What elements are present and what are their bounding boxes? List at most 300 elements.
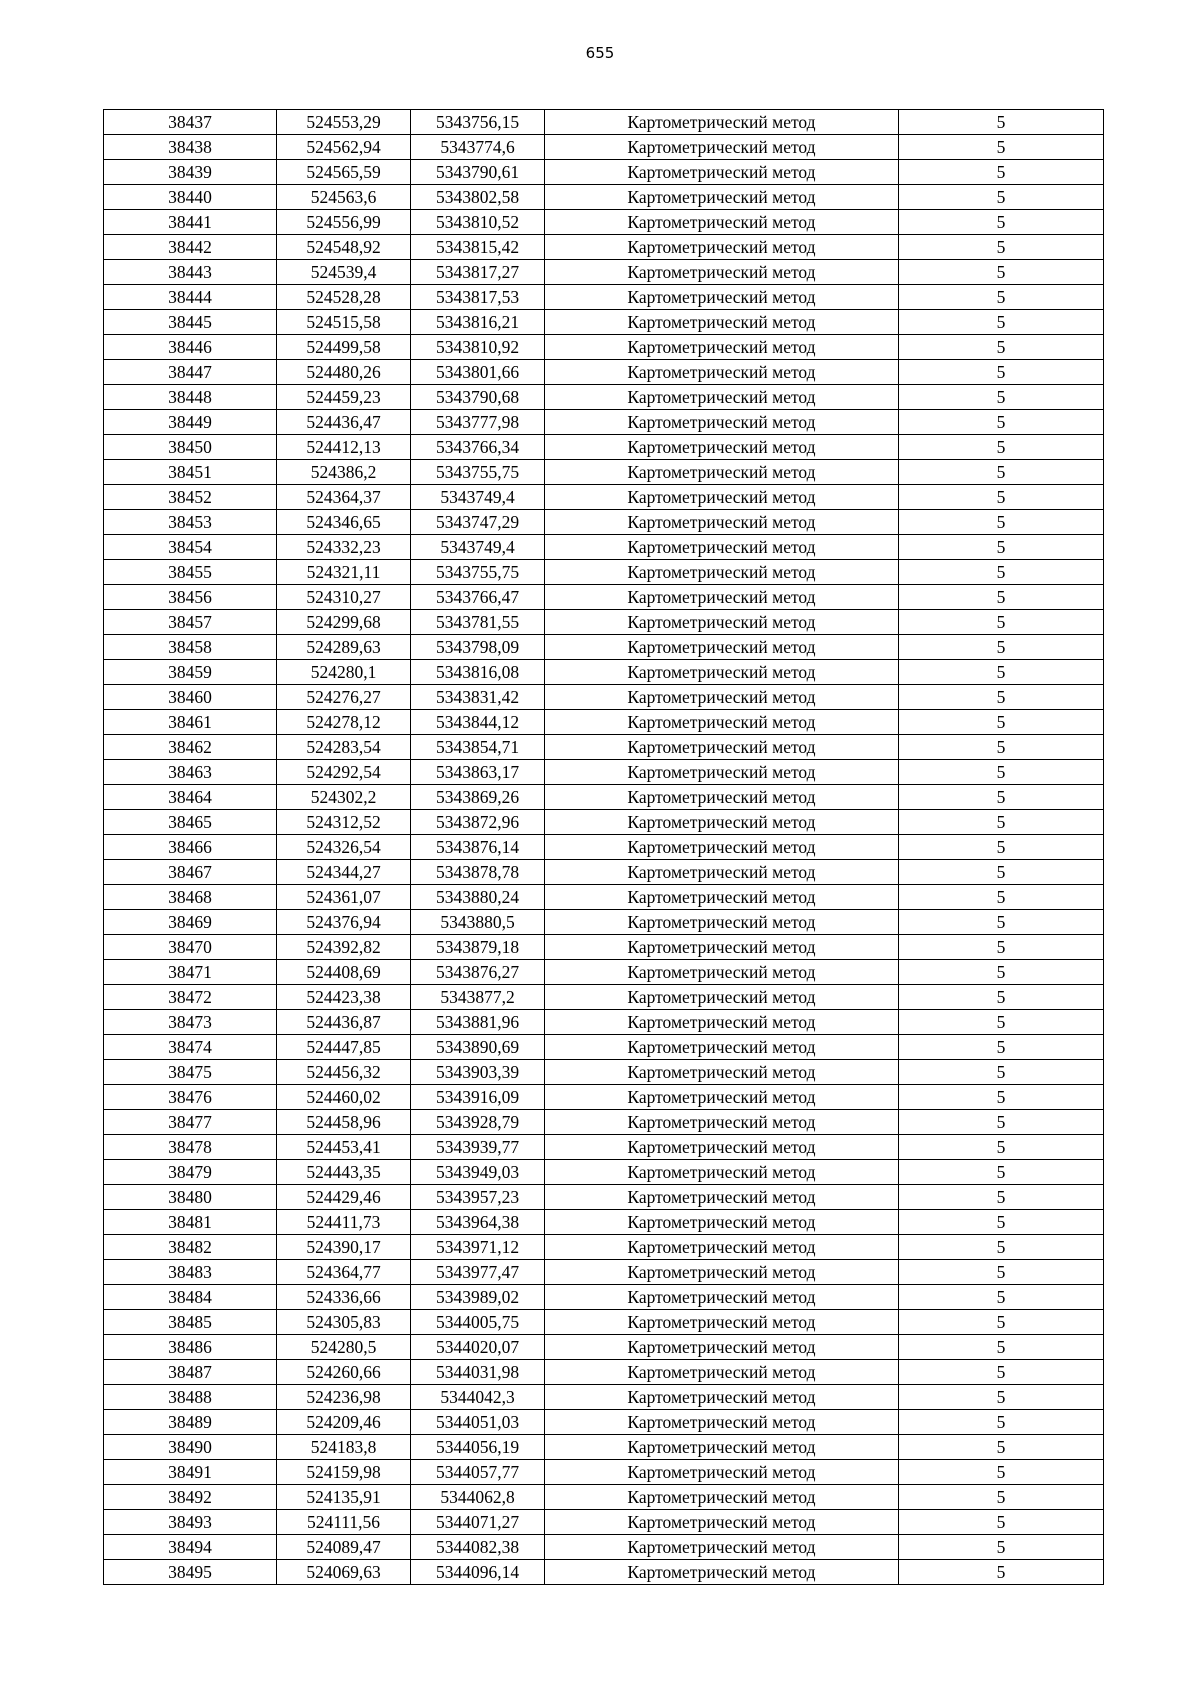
point-number-cell: 38447 <box>104 360 277 385</box>
accuracy-cell: 5 <box>899 585 1104 610</box>
y-coordinate-cell: 5343890,69 <box>411 1035 545 1060</box>
table-row <box>104 1335 1104 1360</box>
accuracy-cell: 5 <box>899 860 1104 885</box>
accuracy-cell: 5 <box>899 1235 1104 1260</box>
accuracy-cell: 5 <box>899 510 1104 535</box>
method-cell: Картометрический метод <box>545 660 899 685</box>
table-row <box>104 410 1104 435</box>
y-coordinate-cell: 5344051,03 <box>411 1410 545 1435</box>
method-cell: Картометрический метод <box>545 835 899 860</box>
accuracy-cell: 5 <box>899 760 1104 785</box>
table-row <box>104 1260 1104 1285</box>
y-coordinate-cell: 5344096,14 <box>411 1560 545 1585</box>
method-cell: Картометрический метод <box>545 1260 899 1285</box>
y-coordinate-cell: 5343802,58 <box>411 185 545 210</box>
y-coordinate-cell: 5343749,4 <box>411 485 545 510</box>
accuracy-cell: 5 <box>899 635 1104 660</box>
y-coordinate-cell: 5343777,98 <box>411 410 545 435</box>
method-cell: Картометрический метод <box>545 1385 899 1410</box>
table-row <box>104 1460 1104 1485</box>
method-cell: Картометрический метод <box>545 1135 899 1160</box>
x-coordinate-cell: 524292,54 <box>277 760 411 785</box>
y-coordinate-cell: 5343798,09 <box>411 635 545 660</box>
y-coordinate-cell: 5343971,12 <box>411 1235 545 1260</box>
table-row <box>104 660 1104 685</box>
x-coordinate-cell: 524299,68 <box>277 610 411 635</box>
method-cell: Картометрический метод <box>545 335 899 360</box>
x-coordinate-cell: 524276,27 <box>277 685 411 710</box>
point-number-cell: 38463 <box>104 760 277 785</box>
table-row <box>104 460 1104 485</box>
table-row <box>104 1135 1104 1160</box>
method-cell: Картометрический метод <box>545 1110 899 1135</box>
point-number-cell: 38449 <box>104 410 277 435</box>
accuracy-cell: 5 <box>899 1210 1104 1235</box>
accuracy-cell: 5 <box>899 485 1104 510</box>
y-coordinate-cell: 5344062,8 <box>411 1485 545 1510</box>
point-number-cell: 38483 <box>104 1260 277 1285</box>
point-number-cell: 38446 <box>104 335 277 360</box>
point-number-cell: 38441 <box>104 210 277 235</box>
accuracy-cell: 5 <box>899 910 1104 935</box>
y-coordinate-cell: 5343928,79 <box>411 1110 545 1135</box>
x-coordinate-cell: 524539,4 <box>277 260 411 285</box>
accuracy-cell: 5 <box>899 185 1104 210</box>
table-row <box>104 1360 1104 1385</box>
x-coordinate-cell: 524390,17 <box>277 1235 411 1260</box>
point-number-cell: 38443 <box>104 260 277 285</box>
y-coordinate-cell: 5344020,07 <box>411 1335 545 1360</box>
method-cell: Картометрический метод <box>545 1310 899 1335</box>
table-row <box>104 210 1104 235</box>
method-cell: Картометрический метод <box>545 1460 899 1485</box>
accuracy-cell: 5 <box>899 785 1104 810</box>
x-coordinate-cell: 524321,11 <box>277 560 411 585</box>
point-number-cell: 38489 <box>104 1410 277 1435</box>
table-row <box>104 235 1104 260</box>
method-cell: Картометрический метод <box>545 1535 899 1560</box>
method-cell: Картометрический метод <box>545 1360 899 1385</box>
method-cell: Картометрический метод <box>545 585 899 610</box>
table-row <box>104 435 1104 460</box>
page-number: 655 <box>585 44 615 62</box>
point-number-cell: 38439 <box>104 160 277 185</box>
point-number-cell: 38467 <box>104 860 277 885</box>
x-coordinate-cell: 524159,98 <box>277 1460 411 1485</box>
accuracy-cell: 5 <box>899 1435 1104 1460</box>
point-number-cell: 38450 <box>104 435 277 460</box>
y-coordinate-cell: 5343815,42 <box>411 235 545 260</box>
y-coordinate-cell: 5343880,5 <box>411 910 545 935</box>
table-row <box>104 560 1104 585</box>
accuracy-cell: 5 <box>899 260 1104 285</box>
method-cell: Картометрический метод <box>545 135 899 160</box>
method-cell: Картометрический метод <box>545 1410 899 1435</box>
table-row <box>104 960 1104 985</box>
accuracy-cell: 5 <box>899 1285 1104 1310</box>
point-number-cell: 38475 <box>104 1060 277 1085</box>
table-row <box>104 535 1104 560</box>
x-coordinate-cell: 524364,77 <box>277 1260 411 1285</box>
x-coordinate-cell: 524346,65 <box>277 510 411 535</box>
x-coordinate-cell: 524528,28 <box>277 285 411 310</box>
table-row <box>104 760 1104 785</box>
table-row <box>104 135 1104 160</box>
point-number-cell: 38445 <box>104 310 277 335</box>
method-cell: Картометрический метод <box>545 1210 899 1235</box>
x-coordinate-cell: 524302,2 <box>277 785 411 810</box>
x-coordinate-cell: 524260,66 <box>277 1360 411 1385</box>
point-number-cell: 38469 <box>104 910 277 935</box>
y-coordinate-cell: 5343881,96 <box>411 1010 545 1035</box>
x-coordinate-cell: 524443,35 <box>277 1160 411 1185</box>
table-row <box>104 260 1104 285</box>
y-coordinate-cell: 5343766,34 <box>411 435 545 460</box>
point-number-cell: 38491 <box>104 1460 277 1485</box>
accuracy-cell: 5 <box>899 385 1104 410</box>
table-row <box>104 785 1104 810</box>
method-cell: Картометрический метод <box>545 910 899 935</box>
point-number-cell: 38480 <box>104 1185 277 1210</box>
x-coordinate-cell: 524289,63 <box>277 635 411 660</box>
point-number-cell: 38474 <box>104 1035 277 1060</box>
x-coordinate-cell: 524361,07 <box>277 885 411 910</box>
accuracy-cell: 5 <box>899 1135 1104 1160</box>
x-coordinate-cell: 524460,02 <box>277 1085 411 1110</box>
x-coordinate-cell: 524392,82 <box>277 935 411 960</box>
x-coordinate-cell: 524480,26 <box>277 360 411 385</box>
y-coordinate-cell: 5344057,77 <box>411 1460 545 1485</box>
y-coordinate-cell: 5343755,75 <box>411 560 545 585</box>
method-cell: Картометрический метод <box>545 110 899 135</box>
point-number-cell: 38487 <box>104 1360 277 1385</box>
y-coordinate-cell: 5343876,27 <box>411 960 545 985</box>
accuracy-cell: 5 <box>899 460 1104 485</box>
method-cell: Картометрический метод <box>545 710 899 735</box>
point-number-cell: 38455 <box>104 560 277 585</box>
y-coordinate-cell: 5343903,39 <box>411 1060 545 1085</box>
x-coordinate-cell: 524278,12 <box>277 710 411 735</box>
coordinates-table <box>103 109 1104 1585</box>
x-coordinate-cell: 524453,41 <box>277 1135 411 1160</box>
method-cell: Картометрический метод <box>545 885 899 910</box>
table-row <box>104 360 1104 385</box>
point-number-cell: 38488 <box>104 1385 277 1410</box>
y-coordinate-cell: 5343949,03 <box>411 1160 545 1185</box>
x-coordinate-cell: 524283,54 <box>277 735 411 760</box>
table-row <box>104 885 1104 910</box>
y-coordinate-cell: 5343989,02 <box>411 1285 545 1310</box>
point-number-cell: 38481 <box>104 1210 277 1235</box>
y-coordinate-cell: 5343877,2 <box>411 985 545 1010</box>
accuracy-cell: 5 <box>899 1110 1104 1135</box>
y-coordinate-cell: 5343878,78 <box>411 860 545 885</box>
table-row <box>104 685 1104 710</box>
y-coordinate-cell: 5344071,27 <box>411 1510 545 1535</box>
accuracy-cell: 5 <box>899 285 1104 310</box>
x-coordinate-cell: 524344,27 <box>277 860 411 885</box>
method-cell: Картометрический метод <box>545 860 899 885</box>
accuracy-cell: 5 <box>899 810 1104 835</box>
y-coordinate-cell: 5343781,55 <box>411 610 545 635</box>
method-cell: Картометрический метод <box>545 460 899 485</box>
accuracy-cell: 5 <box>899 1310 1104 1335</box>
accuracy-cell: 5 <box>899 985 1104 1010</box>
y-coordinate-cell: 5343801,66 <box>411 360 545 385</box>
x-coordinate-cell: 524280,5 <box>277 1335 411 1360</box>
point-number-cell: 38476 <box>104 1085 277 1110</box>
x-coordinate-cell: 524336,66 <box>277 1285 411 1310</box>
method-cell: Картометрический метод <box>545 310 899 335</box>
x-coordinate-cell: 524386,2 <box>277 460 411 485</box>
point-number-cell: 38452 <box>104 485 277 510</box>
x-coordinate-cell: 524411,73 <box>277 1210 411 1235</box>
y-coordinate-cell: 5343863,17 <box>411 760 545 785</box>
y-coordinate-cell: 5343817,27 <box>411 260 545 285</box>
method-cell: Картометрический метод <box>545 735 899 760</box>
point-number-cell: 38482 <box>104 1235 277 1260</box>
table-row <box>104 185 1104 210</box>
table-row <box>104 335 1104 360</box>
method-cell: Картометрический метод <box>545 1335 899 1360</box>
table-row <box>104 1410 1104 1435</box>
method-cell: Картометрический метод <box>545 535 899 560</box>
point-number-cell: 38464 <box>104 785 277 810</box>
accuracy-cell: 5 <box>899 935 1104 960</box>
x-coordinate-cell: 524280,1 <box>277 660 411 685</box>
y-coordinate-cell: 5343876,14 <box>411 835 545 860</box>
method-cell: Картометрический метод <box>545 1285 899 1310</box>
method-cell: Картометрический метод <box>545 1435 899 1460</box>
table-row <box>104 1110 1104 1135</box>
table-row <box>104 1310 1104 1335</box>
x-coordinate-cell: 524563,6 <box>277 185 411 210</box>
y-coordinate-cell: 5343916,09 <box>411 1085 545 1110</box>
y-coordinate-cell: 5343939,77 <box>411 1135 545 1160</box>
x-coordinate-cell: 524499,58 <box>277 335 411 360</box>
x-coordinate-cell: 524111,56 <box>277 1510 411 1535</box>
accuracy-cell: 5 <box>899 1535 1104 1560</box>
method-cell: Картометрический метод <box>545 560 899 585</box>
method-cell: Картометрический метод <box>545 785 899 810</box>
y-coordinate-cell: 5343816,08 <box>411 660 545 685</box>
method-cell: Картометрический метод <box>545 1485 899 1510</box>
table-row <box>104 585 1104 610</box>
x-coordinate-cell: 524429,46 <box>277 1185 411 1210</box>
table-row <box>104 1060 1104 1085</box>
x-coordinate-cell: 524209,46 <box>277 1410 411 1435</box>
accuracy-cell: 5 <box>899 835 1104 860</box>
y-coordinate-cell: 5343747,29 <box>411 510 545 535</box>
method-cell: Картометрический метод <box>545 810 899 835</box>
table-row <box>104 1035 1104 1060</box>
y-coordinate-cell: 5343817,53 <box>411 285 545 310</box>
accuracy-cell: 5 <box>899 235 1104 260</box>
accuracy-cell: 5 <box>899 160 1104 185</box>
accuracy-cell: 5 <box>899 1360 1104 1385</box>
method-cell: Картометрический метод <box>545 1085 899 1110</box>
point-number-cell: 38462 <box>104 735 277 760</box>
x-coordinate-cell: 524436,87 <box>277 1010 411 1035</box>
method-cell: Картометрический метод <box>545 985 899 1010</box>
x-coordinate-cell: 524556,99 <box>277 210 411 235</box>
table-row <box>104 810 1104 835</box>
x-coordinate-cell: 524458,96 <box>277 1110 411 1135</box>
method-cell: Картометрический метод <box>545 1185 899 1210</box>
y-coordinate-cell: 5344031,98 <box>411 1360 545 1385</box>
accuracy-cell: 5 <box>899 1460 1104 1485</box>
table-row <box>104 1010 1104 1035</box>
accuracy-cell: 5 <box>899 1485 1104 1510</box>
y-coordinate-cell: 5344042,3 <box>411 1385 545 1410</box>
method-cell: Картометрический метод <box>545 1160 899 1185</box>
point-number-cell: 38472 <box>104 985 277 1010</box>
x-coordinate-cell: 524236,98 <box>277 1385 411 1410</box>
table-row <box>104 1210 1104 1235</box>
accuracy-cell: 5 <box>899 660 1104 685</box>
accuracy-cell: 5 <box>899 960 1104 985</box>
point-number-cell: 38454 <box>104 535 277 560</box>
method-cell: Картометрический метод <box>545 960 899 985</box>
x-coordinate-cell: 524135,91 <box>277 1485 411 1510</box>
method-cell: Картометрический метод <box>545 935 899 960</box>
accuracy-cell: 5 <box>899 1410 1104 1435</box>
point-number-cell: 38466 <box>104 835 277 860</box>
point-number-cell: 38461 <box>104 710 277 735</box>
method-cell: Картометрический метод <box>545 385 899 410</box>
point-number-cell: 38465 <box>104 810 277 835</box>
accuracy-cell: 5 <box>899 1560 1104 1585</box>
x-coordinate-cell: 524562,94 <box>277 135 411 160</box>
point-number-cell: 38468 <box>104 885 277 910</box>
x-coordinate-cell: 524456,32 <box>277 1060 411 1085</box>
method-cell: Картометрический метод <box>545 210 899 235</box>
x-coordinate-cell: 524548,92 <box>277 235 411 260</box>
accuracy-cell: 5 <box>899 610 1104 635</box>
method-cell: Картометрический метод <box>545 635 899 660</box>
x-coordinate-cell: 524312,52 <box>277 810 411 835</box>
accuracy-cell: 5 <box>899 1385 1104 1410</box>
accuracy-cell: 5 <box>899 735 1104 760</box>
table-row <box>104 1285 1104 1310</box>
method-cell: Картометрический метод <box>545 685 899 710</box>
method-cell: Картометрический метод <box>545 285 899 310</box>
accuracy-cell: 5 <box>899 885 1104 910</box>
x-coordinate-cell: 524376,94 <box>277 910 411 935</box>
point-number-cell: 38440 <box>104 185 277 210</box>
method-cell: Картометрический метод <box>545 610 899 635</box>
point-number-cell: 38471 <box>104 960 277 985</box>
y-coordinate-cell: 5343869,26 <box>411 785 545 810</box>
method-cell: Картометрический метод <box>545 1560 899 1585</box>
accuracy-cell: 5 <box>899 1185 1104 1210</box>
point-number-cell: 38485 <box>104 1310 277 1335</box>
table-row <box>104 735 1104 760</box>
y-coordinate-cell: 5343790,61 <box>411 160 545 185</box>
accuracy-cell: 5 <box>899 410 1104 435</box>
point-number-cell: 38477 <box>104 1110 277 1135</box>
method-cell: Картометрический метод <box>545 410 899 435</box>
table-row <box>104 285 1104 310</box>
accuracy-cell: 5 <box>899 1010 1104 1035</box>
y-coordinate-cell: 5343879,18 <box>411 935 545 960</box>
table-row <box>104 1535 1104 1560</box>
table-row <box>104 1560 1104 1585</box>
point-number-cell: 38458 <box>104 635 277 660</box>
accuracy-cell: 5 <box>899 1260 1104 1285</box>
accuracy-cell: 5 <box>899 1335 1104 1360</box>
x-coordinate-cell: 524364,37 <box>277 485 411 510</box>
y-coordinate-cell: 5343755,75 <box>411 460 545 485</box>
accuracy-cell: 5 <box>899 560 1104 585</box>
point-number-cell: 38459 <box>104 660 277 685</box>
y-coordinate-cell: 5343756,15 <box>411 110 545 135</box>
table-row <box>104 635 1104 660</box>
accuracy-cell: 5 <box>899 360 1104 385</box>
table-row <box>104 1510 1104 1535</box>
y-coordinate-cell: 5343831,42 <box>411 685 545 710</box>
method-cell: Картометрический метод <box>545 160 899 185</box>
y-coordinate-cell: 5343880,24 <box>411 885 545 910</box>
accuracy-cell: 5 <box>899 435 1104 460</box>
y-coordinate-cell: 5343816,21 <box>411 310 545 335</box>
method-cell: Картометрический метод <box>545 1010 899 1035</box>
point-number-cell: 38457 <box>104 610 277 635</box>
point-number-cell: 38473 <box>104 1010 277 1035</box>
point-number-cell: 38490 <box>104 1435 277 1460</box>
table-row <box>104 110 1104 135</box>
point-number-cell: 38456 <box>104 585 277 610</box>
table-row <box>104 160 1104 185</box>
accuracy-cell: 5 <box>899 710 1104 735</box>
x-coordinate-cell: 524332,23 <box>277 535 411 560</box>
table-row <box>104 1085 1104 1110</box>
table-row <box>104 385 1104 410</box>
accuracy-cell: 5 <box>899 210 1104 235</box>
accuracy-cell: 5 <box>899 310 1104 335</box>
method-cell: Картометрический метод <box>545 260 899 285</box>
y-coordinate-cell: 5344005,75 <box>411 1310 545 1335</box>
accuracy-cell: 5 <box>899 685 1104 710</box>
point-number-cell: 38479 <box>104 1160 277 1185</box>
table-row <box>104 1485 1104 1510</box>
y-coordinate-cell: 5343790,68 <box>411 385 545 410</box>
table-row <box>104 1235 1104 1260</box>
point-number-cell: 38448 <box>104 385 277 410</box>
table-row <box>104 310 1104 335</box>
y-coordinate-cell: 5343810,92 <box>411 335 545 360</box>
point-number-cell: 38486 <box>104 1335 277 1360</box>
accuracy-cell: 5 <box>899 1160 1104 1185</box>
point-number-cell: 38460 <box>104 685 277 710</box>
table-row <box>104 860 1104 885</box>
x-coordinate-cell: 524310,27 <box>277 585 411 610</box>
method-cell: Картометрический метод <box>545 1235 899 1260</box>
method-cell: Картометрический метод <box>545 235 899 260</box>
accuracy-cell: 5 <box>899 535 1104 560</box>
table-row <box>104 1160 1104 1185</box>
y-coordinate-cell: 5343774,6 <box>411 135 545 160</box>
point-number-cell: 38444 <box>104 285 277 310</box>
accuracy-cell: 5 <box>899 335 1104 360</box>
x-coordinate-cell: 524515,58 <box>277 310 411 335</box>
x-coordinate-cell: 524305,83 <box>277 1310 411 1335</box>
x-coordinate-cell: 524459,23 <box>277 385 411 410</box>
y-coordinate-cell: 5344082,38 <box>411 1535 545 1560</box>
y-coordinate-cell: 5343749,4 <box>411 535 545 560</box>
method-cell: Картометрический метод <box>545 1510 899 1535</box>
point-number-cell: 38438 <box>104 135 277 160</box>
